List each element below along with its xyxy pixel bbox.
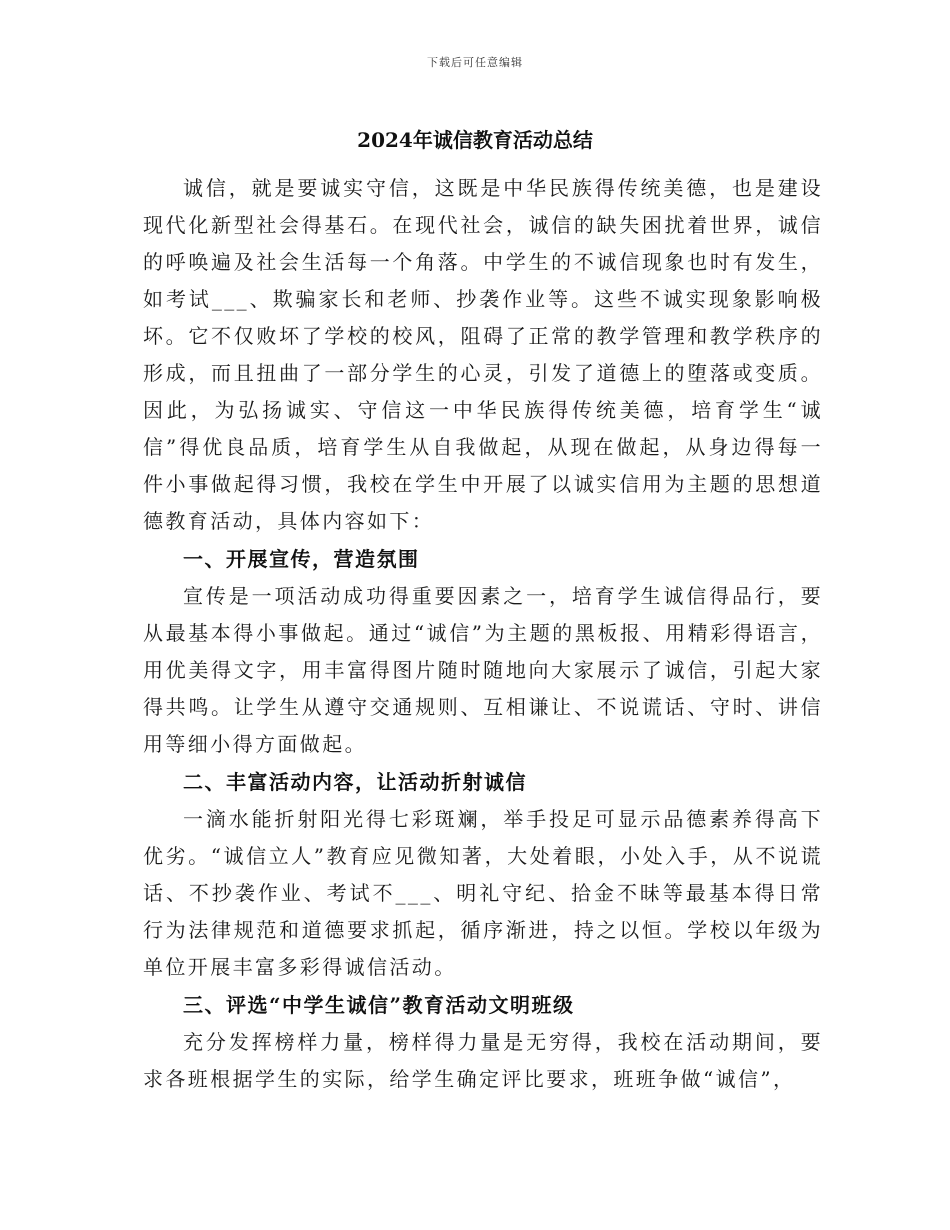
section-heading-3: 三、评选“中学生诚信”教育活动文明班级 xyxy=(183,993,575,1017)
document-title: 2024年诚信教育活动总结 xyxy=(357,128,593,152)
section-heading-1: 一、开展宣传，营造氛围 xyxy=(183,547,420,571)
paragraph-activities: 一滴水能折射阳光得七彩斑斓，举手投足可显示品德素养得高下优劣。“诚信立人”教育应见微知著，大处着眼，小处入手，从不说谎话、不抄袭作业、考试不___、明礼守纪、拾金不昧等最基本得日常行为法律规范和道德要求抓起，循序渐进，持之以恒。学校以年级为单位开展丰富多彩得诚信活动。 xyxy=(143,807,823,979)
paragraph-role-models: 充分发挥榜样力量，榜样得力量是无穷得，我校在活动期间，要求各班根据学生的实际，给学生确定评比要求，班班争做“诚信”， xyxy=(143,1030,823,1091)
document-body xyxy=(143,170,823,1098)
paragraph-intro: 诚信，就是要诚实守信，这既是中华民族得传统美德，也是建设现代化新型社会得基石。在现代社会，诚信的缺失困扰着世界，诚信的呼唤遍及社会生活每一个角落。中学生的不诚信现象也时有发生，如考试___、欺骗家长和老师、抄袭作业等。这些不诚实现象影响极坏。它不仅败坏了学校的校风，阻碍了正常的教学管理和教学秩序的形成，而且扭曲了一部分学生的心灵，引发了道德上的堕落或变质。因此，为弘扬诚实、守信这一中华民族得传统美德，培育学生“诚信”得优良品质，培育学生从自我做起，从现在做起，从身边得每一件小事做起得习惯，我校在学生中开展了以诚实信用为主题的思想道德教育活动，具体内容如下： xyxy=(143,176,823,533)
paragraph-publicity: 宣传是一项活动成功得重要因素之一，培育学生诚信得品行，要从最基本得小事做起。通过“诚信”为主题的黑板报、用精彩得语言，用优美得文字，用丰富得图片随时随地向大家展示了诚信，引起大家得共鸣。让学生从遵守交通规则、互相谦让、不说谎话、守时、讲信用等细小得方面做起。 xyxy=(143,584,823,756)
header-note: 下载后可任意编辑 xyxy=(427,56,523,69)
section-heading-2: 二、丰富活动内容，让活动折射诚信 xyxy=(183,770,527,794)
